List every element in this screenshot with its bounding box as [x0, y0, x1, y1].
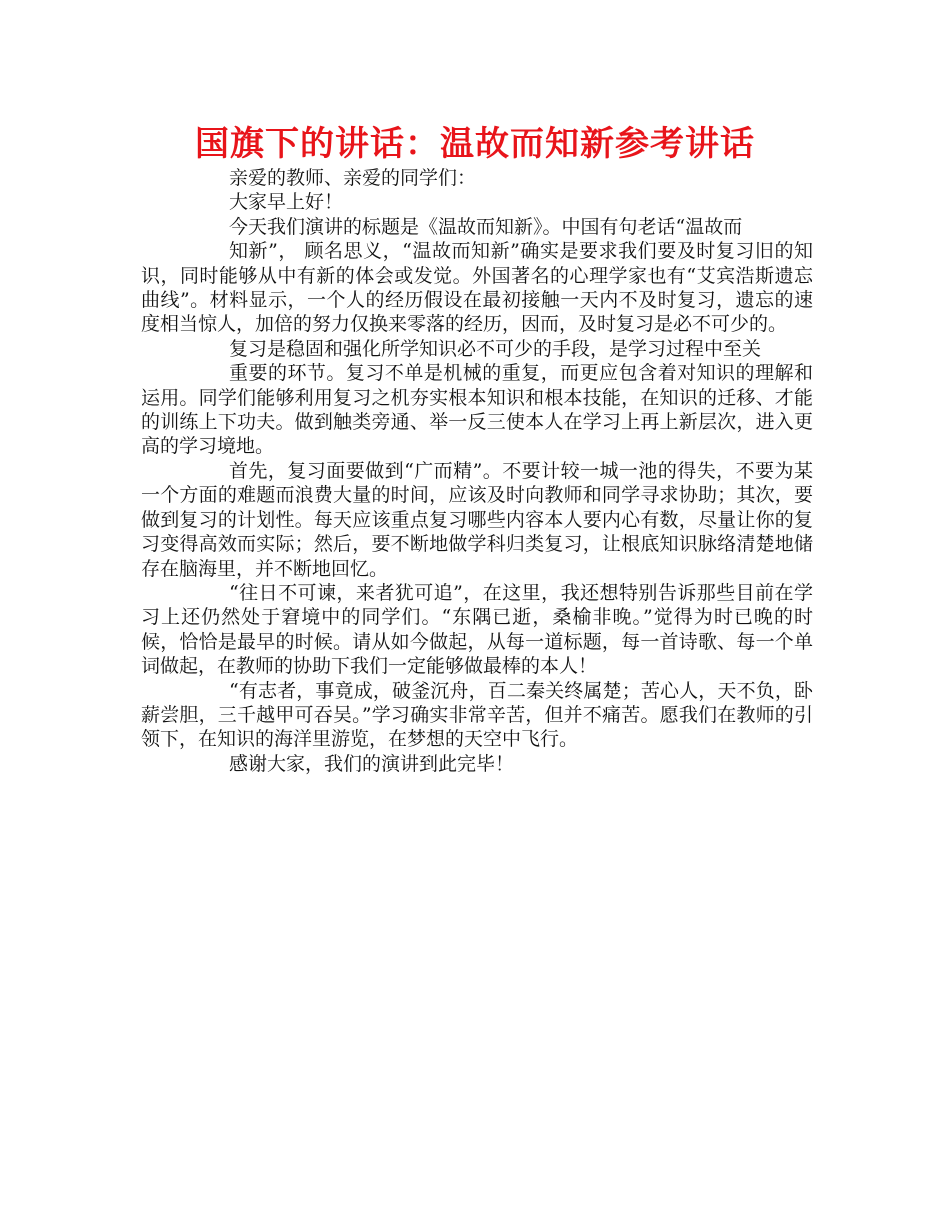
paragraph-review-importance: 重要的环节。复习不单是机械的重复，而更应包含着对知识的理解和运用。同学们能够利用复习之机夯实根本知识和根本技能，在知识的迁移、才能的训练上下功夫。做到触类旁通、举一反三使本人在学习上再上新层次，进入更高的学习境地。 [141, 362, 813, 458]
paragraph-methods: 首先，复习面要做到“广而精”。不要计较一城一池的得失，不要为某一个方面的难题而浪费大量的时间，应该及时向教师和同学寻求协助；其次，要做到复习的计划性。每天应该重点复习哪些内容本人要内心有数，尽量让你的复习变得高效而实际；然后，要不断地做学科归类复习，让根底知识脉络清楚地储存在脑海里，并不断地回忆。 [141, 459, 813, 580]
paragraph-closing: 感谢大家，我们的演讲到此完毕！ [229, 752, 515, 775]
paragraph-motto: “有志者，事竟成，破釜沉舟，百二秦关终属楚；苦心人，天不负，卧薪尝胆，三千越甲可吞吴。”学习确实非常辛苦，但并不痛苦。愿我们在教师的引领下，在知识的海洋里游览，在梦想的天空中飞行。 [141, 679, 813, 751]
paragraph-intro: 今天我们演讲的标题是《温故而知新》。中国有句老话“温故而 [229, 215, 743, 238]
paragraph-salutation: 亲爱的教师、亲爱的同学们： [229, 167, 477, 189]
paragraph-encouragement: “往日不可谏，来者犹可追”，在这里，我还想特别告诉那些目前在学习上还仍然处于窘境中的同学们。“东隅已逝，桑榆非晚。”觉得为时已晚的时候，恰恰是最早的时候。请从如今做起，从每一道标题，每一首诗歌、每一个单词做起，在教师的协助下我们一定能够做最棒的本人！ [141, 581, 813, 678]
paragraph-review-meaning: 知新”， 顾名思义，“温故而知新”确实是要求我们要及时复习旧的知识，同时能够从中有新的体会或发觉。外国著名的心理学家也有“艾宾浩斯遗忘曲线”。材料显示，一个人的经历假设在最初接触一天内不及时复习，遗忘的速度相当惊人，加倍的努力仅换来零落的经历，因而，及时复习是必不可少的。 [141, 240, 813, 336]
paragraph-review-means: 复习是稳固和强化所学知识必不可少的手段，是学习过程中至关 [229, 337, 762, 360]
document-body [141, 166, 813, 776]
page-title: 国旗下的讲话：温故而知新参考讲话 [195, 124, 755, 164]
paragraph-greeting: 大家早上好！ [229, 191, 344, 214]
